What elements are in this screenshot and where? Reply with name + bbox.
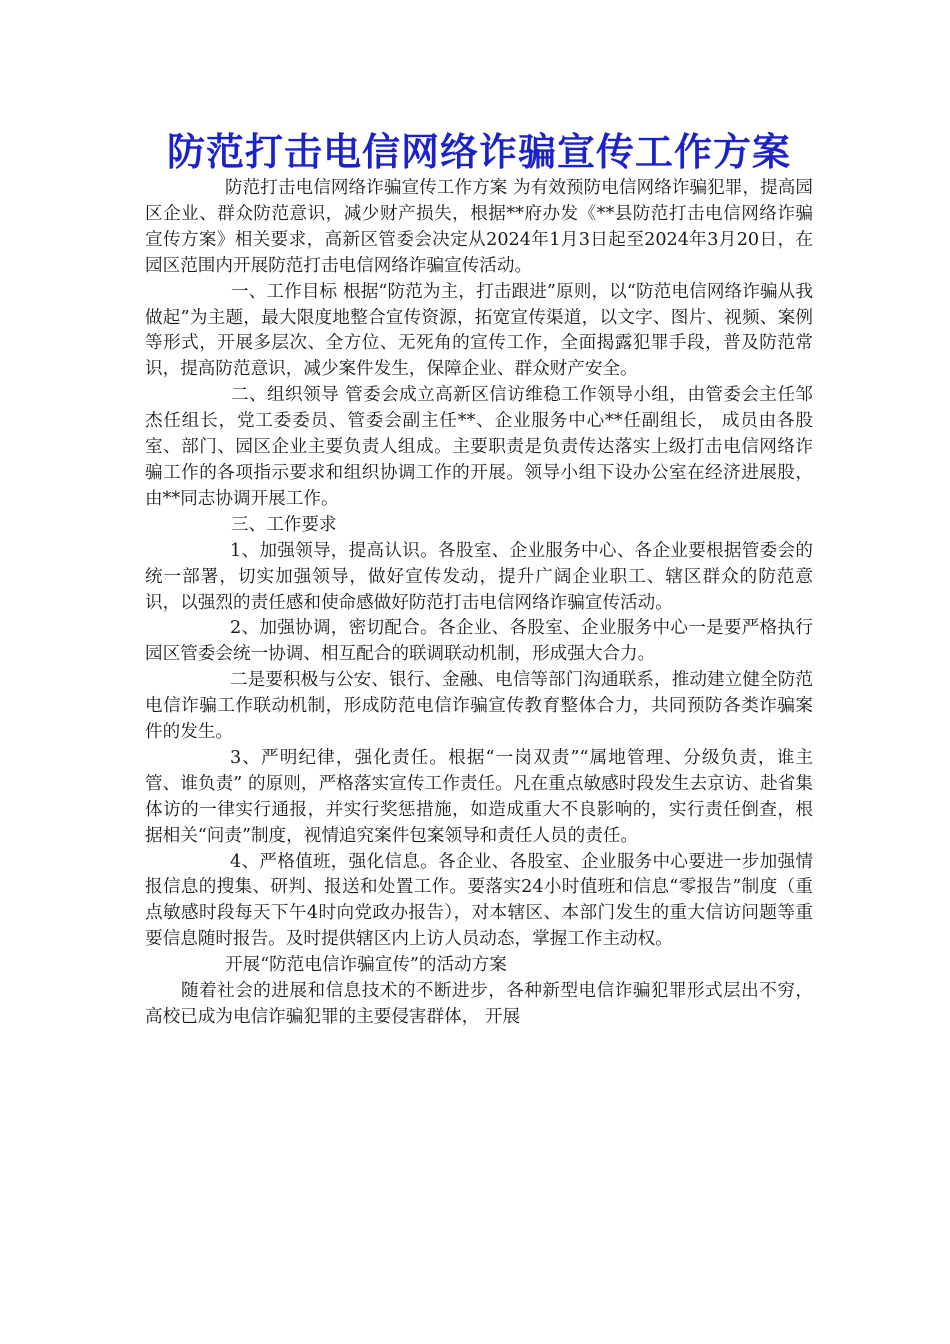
document-body: [145, 176, 813, 1031]
document-page: [145, 128, 813, 1031]
heading-work-requirements: 三、工作要求: [231, 514, 337, 535]
paragraph-organization: 二、组织领导 管委会成立高新区信访维稳工作领导小组，由管委会主任邹杰任组长，党工委委员、管委会副主任**、企业服务中心**任副组长， 成员由各股室、部门、园区企业主要负责人组成。主要职责是负责传达落实上级打击电信网络诈骗工作的各项指示要求和组织协调工作的开展。领导小组下设办公室在经济进展股，由**同志协调开展工作。: [145, 385, 813, 509]
paragraph-requirement-4: 4、严格值班，强化信息。各企业、各股室、企业服务中心要进一步加强情报信息的搜集、研判、报送和处置工作。要落实24小时值班和信息“零报告”制度（重点敏感时段每天下午4时向党政办报告），对本辖区、本部门发生的重大信访问题等重要信息随时报告。及时提供辖区内上访人员动态，掌握工作主动权。: [145, 851, 813, 950]
document-title: 防范打击电信网络诈骗宣传工作方案: [166, 129, 791, 174]
paragraph-work-goal: 一、工作目标 根据“防范为主，打击跟进”原则，以“防范电信网络诈骗从我做起”为主题，最大限度地整合宣传资源，拓宽宣传渠道，以文字、图片、视频、案例等形式，开展多层次、全方位、无死角的宣传工作，全面揭露犯罪手段，普及防范常识，提高防范意识，减少案件发生，保障企业、群众财产安全。: [145, 281, 813, 380]
paragraph-requirement-2-cont: 二是要积极与公安、银行、金融、电信等部门沟通联系，推动建立健全防范电信诈骗工作联动机制，形成防范电信诈骗宣传教育整体合力，共同预防各类诈骗案件的发生。: [145, 670, 813, 743]
paragraph-requirement-2: 2、加强协调，密切配合。各企业、各股室、企业服务中心一是要严格执行园区管委会统一协调、相互配合的联调联动机制，形成强大合力。: [145, 618, 813, 665]
paragraph-requirement-3: 3、严明纪律，强化责任。根据“一岗双责”“属地管理、分级负责，谁主管、谁负责” 的原则，严格落实宣传工作责任。凡在重点敏感时段发生去京访、赴省集体访的一律实行通报，并实行奖惩措施，如造成重大不良影响的，实行责任倒查，根据相关“问责”制度，视情追究案件包案领导和责任人员的责任。: [145, 747, 813, 846]
paragraph-requirement-1: 1、加强领导，提高认识。各股室、企业服务中心、各企业要根据管委会的统一部署，切实加强领导，做好宣传发动，提升广阔企业职工、辖区群众的防范意识，以强烈的责任感和使命感做好防范打击电信网络诈骗宣传活动。: [145, 540, 813, 613]
paragraph-activity-intro: 随着社会的进展和信息技术的不断进步，各种新型电信诈骗犯罪形式层出不穷，高校已成为电信诈骗犯罪的主要侵害群体， 开展: [145, 981, 813, 1027]
heading-activity-plan: 开展“防范电信诈骗宣传”的活动方案: [225, 955, 507, 976]
paragraph-intro: 防范打击电信网络诈骗宣传工作方案 为有效预防电信网络诈骗犯罪，提高园区企业、群众防范意识，减少财产损失，根据**府办发《**县防范打击电信网络诈骗宣传方案》相关要求，高新区管委会决定从2024年1月3日起至2024年3月20日，在园区范围内开展防范打击电信网络诈骗宣传活动。: [145, 178, 813, 276]
